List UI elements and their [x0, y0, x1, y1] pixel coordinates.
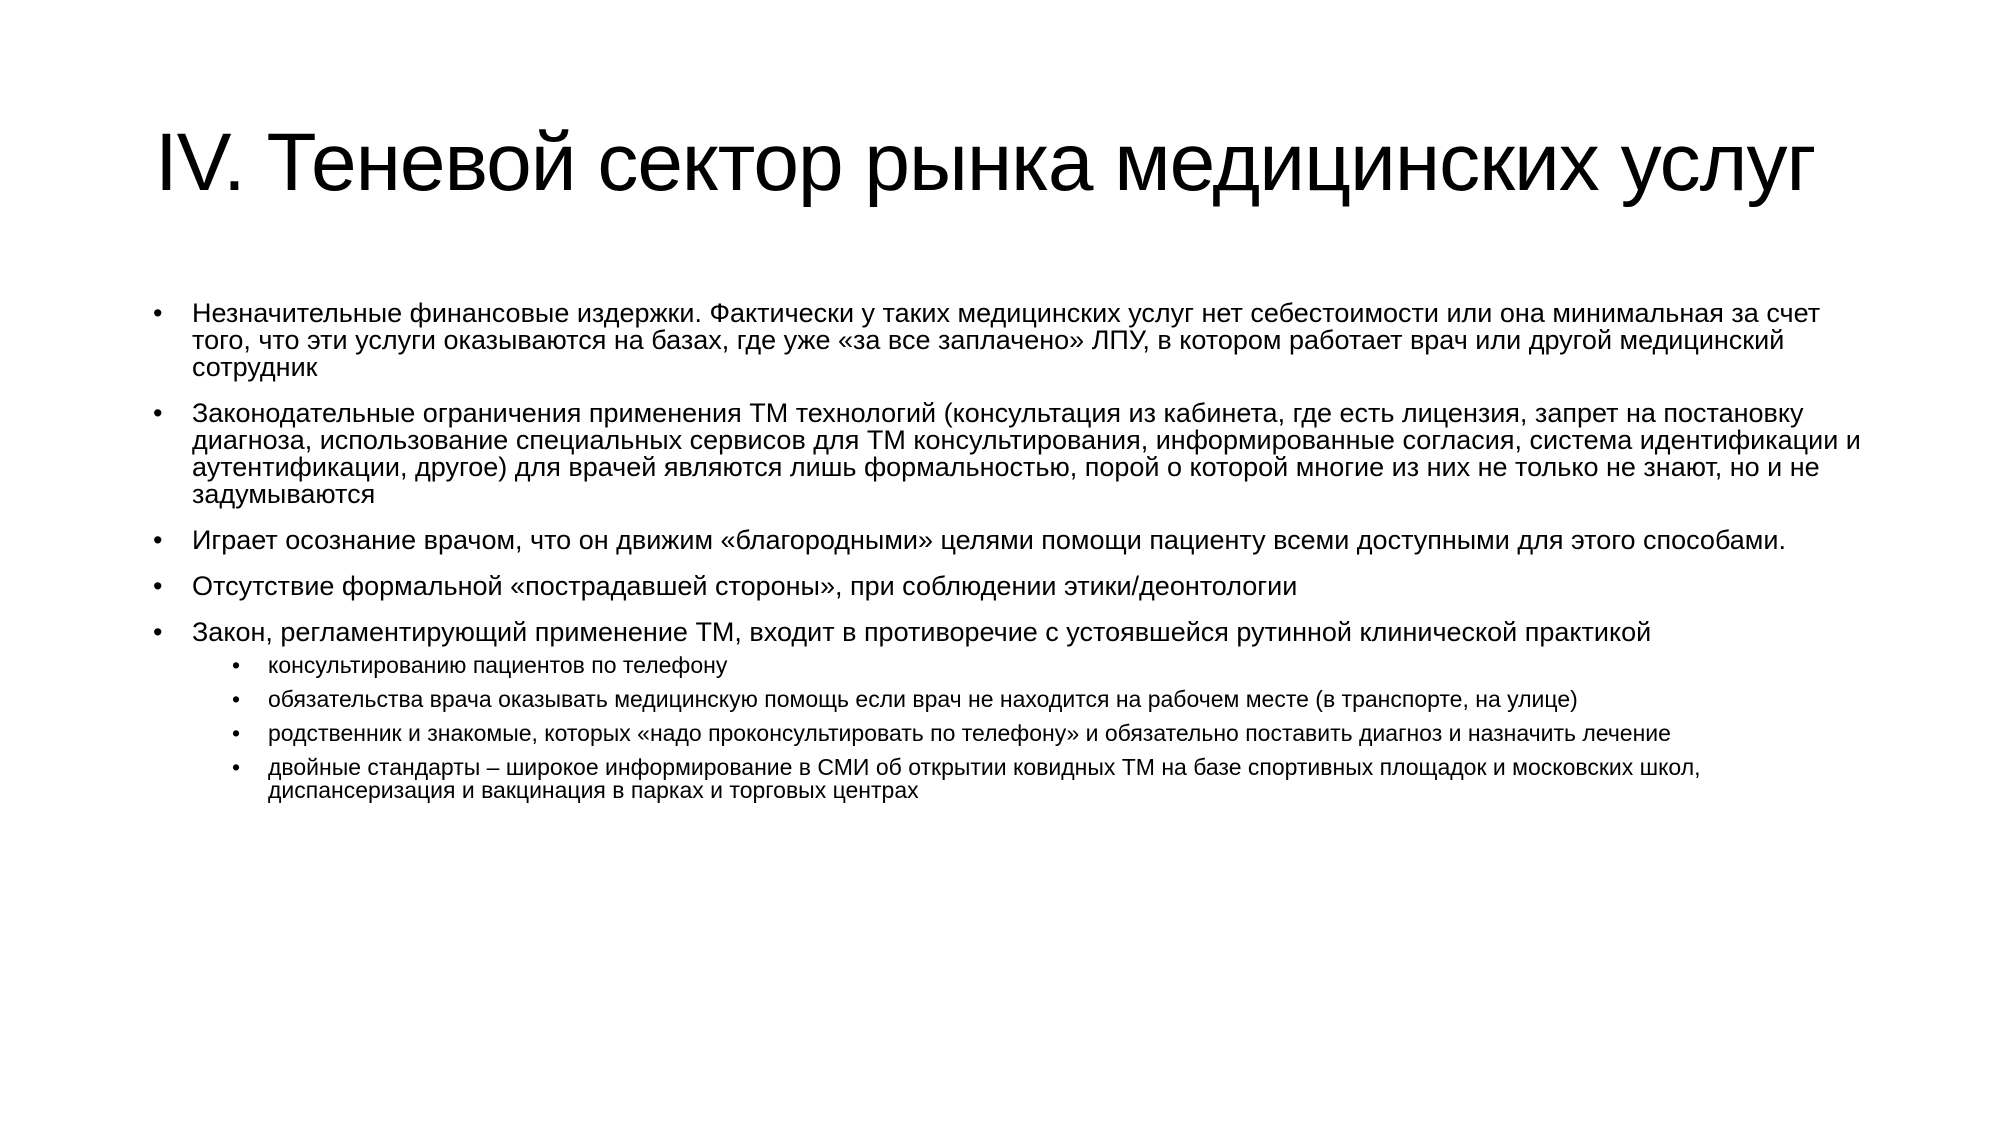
bullet-list [150, 300, 1870, 802]
sub-bullet-list [192, 654, 1870, 802]
bullet-icon: • [232, 720, 241, 746]
sub-list-item [192, 756, 1870, 802]
bullet-icon: • [153, 571, 163, 601]
list-item-text: Играет осознание врачом, что он движим «благородными» целями помощи пациенту всеми доступными для этого способами. [192, 525, 1786, 555]
sub-list-item [192, 688, 1870, 711]
bullet-icon: • [153, 298, 163, 328]
sub-list-item [192, 654, 1870, 677]
sub-list-item [192, 722, 1870, 745]
list-item-text: Отсутствие формальной «пострадавшей стороны», при соблюдении этики/деонтологии [192, 571, 1298, 601]
list-item-text: Законодательные ограничения применения ТМ технологий (консультация из кабинета, где есть лицензия, запрет на постановку диагноза, использование специальных сервисов для ТМ консультирования, информированные согласия, система идентификации и аутентификации, другое) для врачей являются лишь формальностью, порой о которой многие из них не только не знают, но и не задумываются [192, 398, 1861, 509]
sub-list-item-text: консультированию пациентов по телефону [268, 652, 728, 678]
bullet-icon: • [153, 617, 163, 647]
list-item-text: Незначительные финансовые издержки. Фактически у таких медицинских услуг нет себестоимости или она минимальная за счет того, что эти услуги оказываются на базах, где уже «за все заплачено» ЛПУ, в котором работает врач или другой медицинский сотрудник [192, 298, 1821, 382]
bullet-icon: • [232, 686, 241, 712]
bullet-icon: • [232, 754, 241, 780]
bullet-icon: • [232, 652, 241, 678]
list-item [150, 619, 1870, 802]
bullet-icon: • [153, 525, 163, 555]
list-item [150, 400, 1870, 508]
list-item [150, 300, 1870, 381]
sub-list-item-text: родственник и знакомые, которых «надо проконсультировать по телефону» и обязательно поставить диагноз и назначить лечение [268, 720, 1671, 746]
bullet-icon: • [153, 398, 163, 428]
sub-list-item-text: обязательства врача оказывать медицинскую помощь если врач не находится на рабочем месте (в транспорте, на улице) [268, 686, 1578, 712]
list-item [150, 573, 1870, 600]
list-item-text: Закон, регламентирующий применение ТМ, входит в противоречие с устоявшейся рутинной клинической практикой [192, 617, 1652, 647]
sub-list-item-text: двойные стандарты – широкое информирование в СМИ об открытии ковидных ТМ на базе спортивных площадок и московских школ, диспансеризация и вакцинация в парках и торговых центрах [268, 754, 1701, 803]
list-item [150, 527, 1870, 554]
slide-title: IV. Теневой сектор рынка медицинских услуг [155, 117, 1816, 208]
slide-content [150, 300, 1870, 821]
